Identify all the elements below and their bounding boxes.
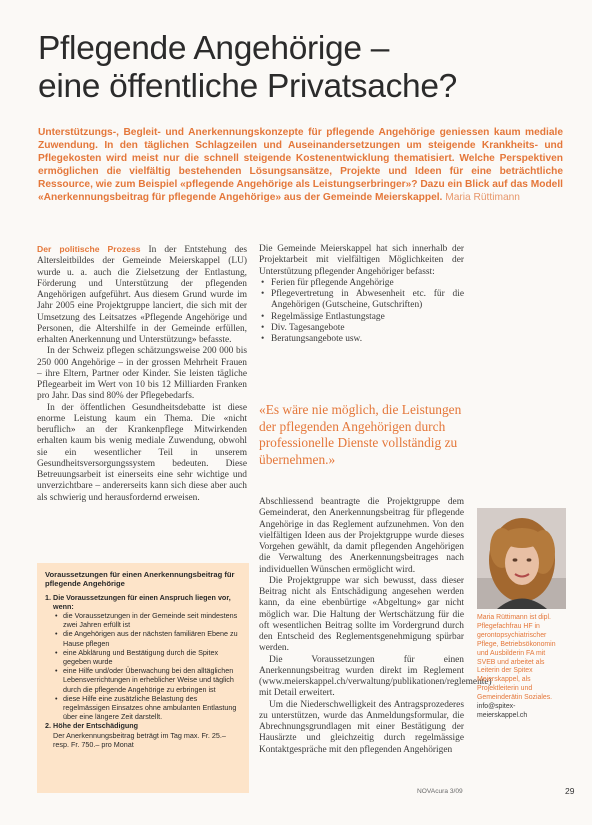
info-box-title: Voraussetzungen für einen Anerkennungsbeitrag für pflegende Angehörige	[45, 570, 235, 589]
list-item: • Pflegevertretung in Abwesenheit etc. für die Angehörigen (Gutscheine, Gutschriften)	[271, 289, 464, 312]
page-number: 29	[565, 786, 575, 796]
body-paragraph: Die Gemeinde Meierskappel hat sich innerhalb der Projektarbeit mit vielfältigen Möglichkeiten der Unterstützung pflegender Angehöriger befasst:	[259, 244, 464, 277]
list-item: • Div. Tagesangebote	[271, 323, 464, 334]
body-paragraph: In der Schweiz pflegen schätzungsweise 200 000 bis 250 000 Angehörige – in der grossen Mehrheit Frauen – ihre Eltern, Partner oder Kinder. Sie leisten tägliche Pflegearbeit im Wert von 10 bis 12 Milliarden Franken pro Jahr. Das sind 80% der Pflegebedarfs.	[37, 346, 247, 402]
list-item: • diese Hilfe eine zusätzliche Belastung des regelmässigen Einsatzes ohne ambulanten Entlastung über eine längere Zeit darstellt.	[63, 694, 241, 722]
column-2-bottom	[259, 497, 492, 756]
info-box-item: 2. Höhe der Entschädigung Der Anerkennungsbeitrag beträgt im Tag max. Fr. 25.– resp. Fr. 750.– pro Monat	[53, 721, 241, 749]
contact-email: info@spitex-meierskappel.ch	[477, 703, 528, 719]
body-paragraph: In der öffentlichen Gesundheitsdebatte ist diese enorme Leistung kaum ein Thema. Die «nicht beruflich» an der Krankenpflege Mitwirkenden erhalten kaum bis wenig mediale Zuwendung, obwohl sie ein wesentlicher Teil in unserem Gesundheitsversorgungssystem bedeuten. Diese Betreuungsarbeit ist einerseits eine sehr wichtige und unverzichtbare – andererseits kann sich diese aber auch als schwierig und herausfordernd erweisen.	[37, 402, 247, 503]
list-item: • Regelmässige Entlastungstage	[271, 312, 464, 323]
info-box-sublist	[53, 611, 241, 721]
body-paragraph: Abschliessend beantragte die Projektgruppe dem Gemeinderat, den Anerkennungsbeitrag für pflegende Angehörige in das Reglement aufzunehmen. Von den vielfältigen Ideen aus der Projektgruppe wurde dieses Vorgehen gewählt, da damit pflegenden Angehörigen die Verwaltung des Anerkennungsbeitrages nach individuellen Wünschen ermöglicht wird.	[259, 497, 464, 575]
title-line-2: eine öffentliche Privatsache?	[38, 68, 458, 105]
lead-paragraph	[38, 126, 563, 205]
author-name: Maria Rüttimann	[445, 192, 520, 204]
pull-quote: «Es wäre nie möglich, die Leistungen der pflegenden Angehörigen durch professionelle Dienste vollständig zu übernehmen.»	[259, 402, 462, 467]
body-paragraph: Die Projektgruppe war sich bewusst, dass dieser Beitrag nicht als Entschädigung angesehen werden kann, da eine ebenbürtige «Abgeltung» gar nicht möglich war. Die Haltung der Wertschätzung für die oft wesentlichen Beitrag sollte im Vordergrund durch den Entscheid des Reglementsgenehmigung spürbar werden.	[259, 575, 464, 654]
info-box	[37, 563, 249, 793]
info-box-list	[37, 593, 249, 749]
body-paragraph: Um die Niederschwelligkeit des Antragsprozederes zu unterstützen, wurde das Anmeldungsformular, die Abrechnungsgrundlagen mit einer Bestätigung der Hausärzte und gleichzeitig durch regelmässige Kontaktgespräche mit den pflegenden Angehörigen	[259, 699, 464, 755]
support-list	[259, 278, 464, 346]
section-heading: Der politische Prozess	[37, 244, 141, 254]
list-item: • Ferien für pflegende Angehörige	[271, 278, 464, 289]
info-box-text: Der Anerkennungsbeitrag beträgt im Tag max. Fr. 25.– resp. Fr. 750.– pro Monat	[53, 730, 226, 749]
caption-text: Maria Rüttimann ist dipl. Pflegefachfrau HF in gerontopsychiatrischer Pflege, Betriebsökonomin und Ausbilderin FA mit SVEB und arbeitet als Leiterin der Spitex Meierskappel, als Projektleiterin und Gemeinderätin Soziales.	[477, 614, 556, 702]
list-item: • eine Hilfe und/oder Überwachung bei den alltäglichen Lebensverrichtungen in erheblicher Weise und täglich durch die pflegende Angehörige zu erbringen ist	[63, 666, 241, 694]
column-1	[37, 244, 247, 504]
article-title	[38, 30, 558, 106]
list-item: • Beratungsangebote usw.	[271, 334, 464, 345]
column-2-top	[259, 244, 464, 345]
journal-name: NOVAcura 3/09	[417, 788, 463, 795]
author-photo	[477, 508, 566, 609]
title-line-1: Pflegende Angehörige –	[38, 30, 390, 67]
body-paragraph: Der politische Prozess In der Entstehung des Altersleitbildes der Gemeinde Meierskappel (LU) wurde u. a. auch die Zielsetzung der Entlastung, Förderung und Unterstützung der pflegenden Angehörigen aufgeführt. Aus diesem Grund wurde im Jahr 2005 eine Projektgruppe lanciert, die sich mit der Umsetzung des Leitsatzes «Pflegende Angehörige und Personen, die Altershilfe in der Gemeinde erfüllen, erhalten Anerkennung und Unterstützung» befasste.	[37, 244, 248, 345]
list-item: • die Voraussetzungen in der Gemeinde seit mindestens zwei Jahren erfüllt ist	[63, 611, 241, 629]
author-caption	[477, 614, 565, 721]
body-paragraph: Die Voraussetzungen für einen Anerkennungsbeitrag wurden direkt im Reglement (www.meierskappel.ch/verwaltung/publikationen/reglemente) mit Detail erweitert.	[259, 654, 492, 699]
list-item: • die Angehörigen aus der nächsten familiären Ebene zu Hause pflegen	[63, 629, 241, 647]
lead-text: Unterstützungs-, Begleit- und Anerkennungskonzepte für pflegende Angehörige geniessen kaum mediale Zuwendung. In den täglichen Schlagzeilen und Auseinandersetzungen um steigende Krankheits- und Pflegekosten wird meist nur die schnell steigende Kostenentwicklung thematisiert. Welche Perspektiven ermöglichen die vielfältig bestehenden Lösungsansätze, Projekte und Ideen für eine beträchtliche Ressource, wie zum Beispiel «pflegende Angehörige als Leistungserbringer»? Dazu ein Blick auf das Modell «Anerkennungsbeitrag für pflegende Angehörige» aus der Gemeinde Meierskappel.	[38, 127, 563, 204]
info-box-item: 1. Die Voraussetzungen für einen Anspruch liegen vor, wenn: • die Voraussetzungen in der Gemeinde seit mindestens zwei Jahren erfüllt ist • die Angehörigen aus der nächsten familiären Ebene zu Hause pflegen • eine Abklärung und Bestätigung durch die Spitex gegeben wurde • eine Hilfe und/oder Überwachung bei den alltäglichen Lebensverrichtungen in erheblicher Weise und täglich durch die pflegende Angehörige zu erbringen ist • diese Hilfe eine zusätzliche Belastung des regelmässigen Einsatzes ohne ambulanten Entlastung über eine längere Zeit darstellt.	[53, 593, 241, 722]
list-item: • eine Abklärung und Bestätigung durch die Spitex gegeben wurde	[63, 648, 241, 666]
